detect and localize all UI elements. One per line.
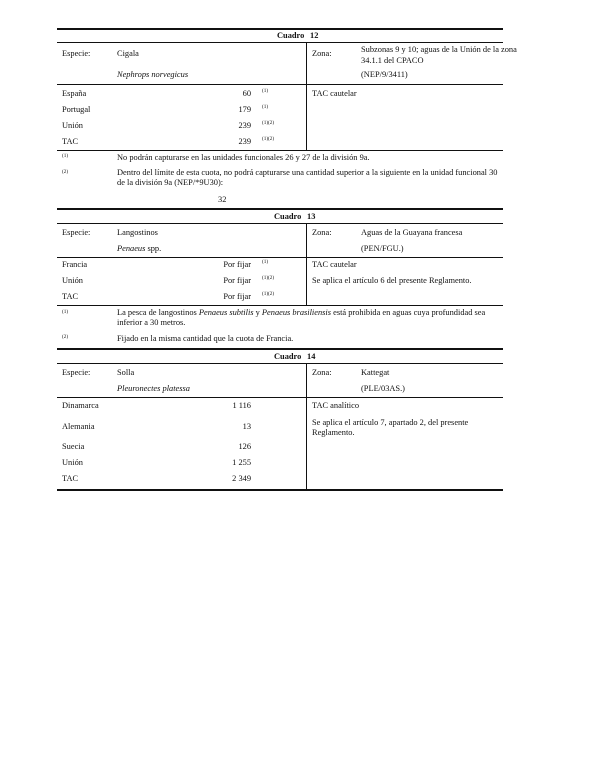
footnote-ref: (1) <box>262 88 269 94</box>
quota-value: Por fijar <box>223 276 251 285</box>
quota-value: 239 <box>238 121 251 130</box>
table-rule <box>57 397 503 398</box>
table-rule <box>57 42 503 43</box>
country-name: España <box>62 89 87 98</box>
quota-value: 13 <box>242 422 251 431</box>
table-rule <box>57 305 503 306</box>
column-divider <box>306 363 307 397</box>
table-title-word: Cuadro <box>274 352 302 361</box>
footnote-mark: (2) <box>62 169 69 175</box>
zona-text: 34.1.1 del CPACO <box>361 56 424 65</box>
column-divider <box>306 42 307 84</box>
table-rule <box>57 363 503 364</box>
zona-code: (PLE/03AS.) <box>361 384 405 393</box>
footnote-ref: (1)(2) <box>262 136 275 142</box>
country-name: Dinamarca <box>62 401 99 410</box>
zona-label: Zona: <box>312 368 332 377</box>
zona-text: Kattegat <box>361 368 390 377</box>
especie-latin: Pleuronectes platessa <box>117 384 190 393</box>
country-name: TAC <box>62 292 79 301</box>
country-name: TAC <box>62 474 79 483</box>
column-divider <box>306 84 307 150</box>
tac-type: TAC cautelar <box>312 89 357 98</box>
country-name: Unión <box>62 121 83 130</box>
zona-text: Aguas de la Guayana francesa <box>361 228 463 237</box>
article-note: Se aplica el artículo 6 del presente Reglamento. <box>312 276 472 285</box>
especie-label: Especie: <box>62 49 91 58</box>
especie-name: Cigala <box>117 49 139 58</box>
zona-label: Zona: <box>312 228 332 237</box>
table-title-word: Cuadro <box>277 31 305 40</box>
especie-latin: Nephrops norvegicus <box>117 70 189 79</box>
especie-name: Solla <box>117 368 135 377</box>
country-name: TAC <box>62 137 79 146</box>
table-title-number: 13 <box>307 212 316 221</box>
table-title-number: 12 <box>310 31 319 40</box>
country-name: Alemania <box>62 422 95 431</box>
table-rule <box>57 489 503 491</box>
quota-value: 126 <box>238 442 251 451</box>
table-title-number: 14 <box>307 352 316 361</box>
quota-value: 2 349 <box>232 474 251 483</box>
quota-value: 1 255 <box>232 458 251 467</box>
footnote-ref: (1) <box>262 104 269 110</box>
country-name: Portugal <box>62 105 91 114</box>
table-rule <box>57 84 503 85</box>
tac-type: TAC analítico <box>312 401 360 410</box>
country-name: Francia <box>62 260 88 269</box>
table-rule <box>57 257 503 258</box>
especie-label: Especie: <box>62 228 91 237</box>
page-number: 32 <box>218 195 227 204</box>
quota-value: 239 <box>238 137 251 146</box>
country-name: Unión <box>62 458 83 467</box>
table-rule <box>57 223 503 224</box>
footnote-ref: (1)(2) <box>262 291 275 297</box>
footnote-mark: (2) <box>62 334 69 340</box>
footnote-text: La pesca de langostinos Penaeus subtilis y Penaeus brasiliensis está prohibida en aguas cuya profundidad sea inferior a 30 metros. <box>117 308 486 327</box>
footnote-mark: (1) <box>62 153 69 159</box>
table-rule <box>57 150 503 151</box>
quota-value: Por fijar <box>223 292 251 301</box>
especie-label: Especie: <box>62 368 91 377</box>
quota-value: 60 <box>242 89 251 98</box>
especie-latin: Penaeus spp. <box>117 244 162 253</box>
zona-code: (NEP/9/3411) <box>361 70 408 79</box>
footnote-text: No podrán capturarse en las unidades funcionales 26 y 27 de la división 9a. <box>117 153 370 162</box>
especie-name: Langostinos <box>117 228 158 237</box>
table-rule <box>57 208 503 210</box>
footnote-text: Dentro del límite de esta cuota, no podrá capturarse una cantidad superior a la siguiente en la unidad funcional 30 de la división 9a (NEP/*9U30): <box>117 168 498 187</box>
column-divider <box>306 223 307 257</box>
country-name: Suecia <box>62 442 85 451</box>
column-divider <box>306 397 307 489</box>
tac-type: TAC cautelar <box>312 260 357 269</box>
column-divider <box>306 257 307 305</box>
country-name: Unión <box>62 276 83 285</box>
table-title-word: Cuadro <box>274 212 302 221</box>
zona-text: Subzonas 9 y 10; aguas de la Unión de la zona <box>361 45 517 54</box>
table-rule <box>57 348 503 350</box>
article-note: Se aplica el artículo 7, apartado 2, del presente <box>312 418 469 427</box>
quota-value: 179 <box>238 105 251 114</box>
table-rule <box>57 28 503 30</box>
footnote-ref: (1)(2) <box>262 120 275 126</box>
footnote-text: Fijado en la misma cantidad que la cuota de Francia. <box>117 334 294 343</box>
quota-value: 1 116 <box>232 401 251 410</box>
quota-value: Por fijar <box>223 260 251 269</box>
footnote-ref: (1)(2) <box>262 275 275 281</box>
footnote-mark: (1) <box>62 309 69 315</box>
footnote-ref: (1) <box>262 259 269 265</box>
article-note: Reglamento. <box>312 428 355 437</box>
zona-label: Zona: <box>312 49 332 58</box>
zona-code: (PEN/FGU.) <box>361 244 404 253</box>
